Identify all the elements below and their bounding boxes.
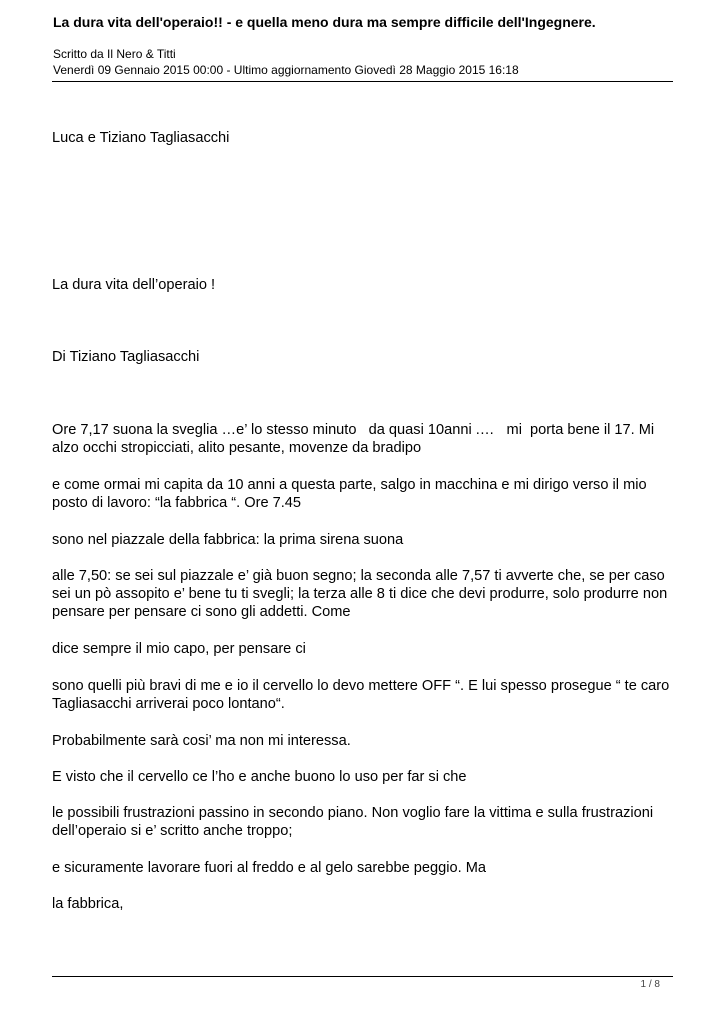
date-line: Venerdì 09 Gennaio 2015 00:00 - Ultimo aggiornamento Giovedì 28 Maggio 2015 16:18	[53, 63, 519, 77]
byline: Di Tiziano Tagliasacchi	[52, 349, 200, 365]
paragraph: e sicuramente lavorare fuori al freddo e al gelo sarebbe peggio. Ma	[52, 860, 487, 876]
footer-divider	[52, 976, 673, 977]
paragraph: Ore 7,17 suona la sveglia …e’ lo stesso minuto da quasi 10anni .… mi porta bene il 17. Mi alzo occhi stropicciati, alito pesante, movenze da bradipo	[52, 422, 655, 456]
paragraph: sono nel piazzale della fabbrica: la prima sirena suona	[52, 532, 404, 548]
authors-line: Luca e Tiziano Tagliasacchi	[52, 130, 230, 146]
document-title: La dura vita dell'operaio!! - e quella meno dura ma sempre difficile dell'Ingegnere.	[53, 14, 596, 30]
paragraph: sono quelli più bravi di me e io il cervello lo devo mettere OFF “. E lui spesso prosegue “ te caro Tagliasacchi arriverai poco lontano“.	[52, 678, 670, 712]
paragraph: la fabbrica,	[52, 896, 124, 912]
paragraph: Probabilmente sarà cosi’ ma non mi interessa.	[52, 733, 351, 749]
author-line: Scritto da Il Nero & Titti	[53, 47, 176, 61]
header-divider	[52, 81, 673, 82]
paragraph: dice sempre il mio capo, per pensare ci	[52, 641, 306, 657]
paragraph: E visto che il cervello ce l’ho e anche buono lo uso per far si che	[52, 769, 467, 785]
page-number: 1 / 8	[640, 979, 660, 990]
paragraph: le possibili frustrazioni passino in secondo piano. Non voglio fare la vittima e sulla frustrazioni dell’operaio si e’ scritto anche troppo;	[52, 805, 654, 839]
story-title: La dura vita dell’operaio !	[52, 277, 216, 293]
paragraph: e come ormai mi capita da 10 anni a questa parte, salgo in macchina e mi dirigo verso il mio posto di lavoro: “la fabbrica “. Ore 7.45	[52, 477, 647, 511]
paragraph: alle 7,50: se sei sul piazzale e’ già buon segno; la seconda alle 7,57 ti avverte che, se per caso sei un pò assopito e’ bene tu ti svegli; la terza alle 8 ti dice che devi produrre, solo produrre non pensare per pensare ci sono gli addetti. Come	[52, 568, 668, 620]
